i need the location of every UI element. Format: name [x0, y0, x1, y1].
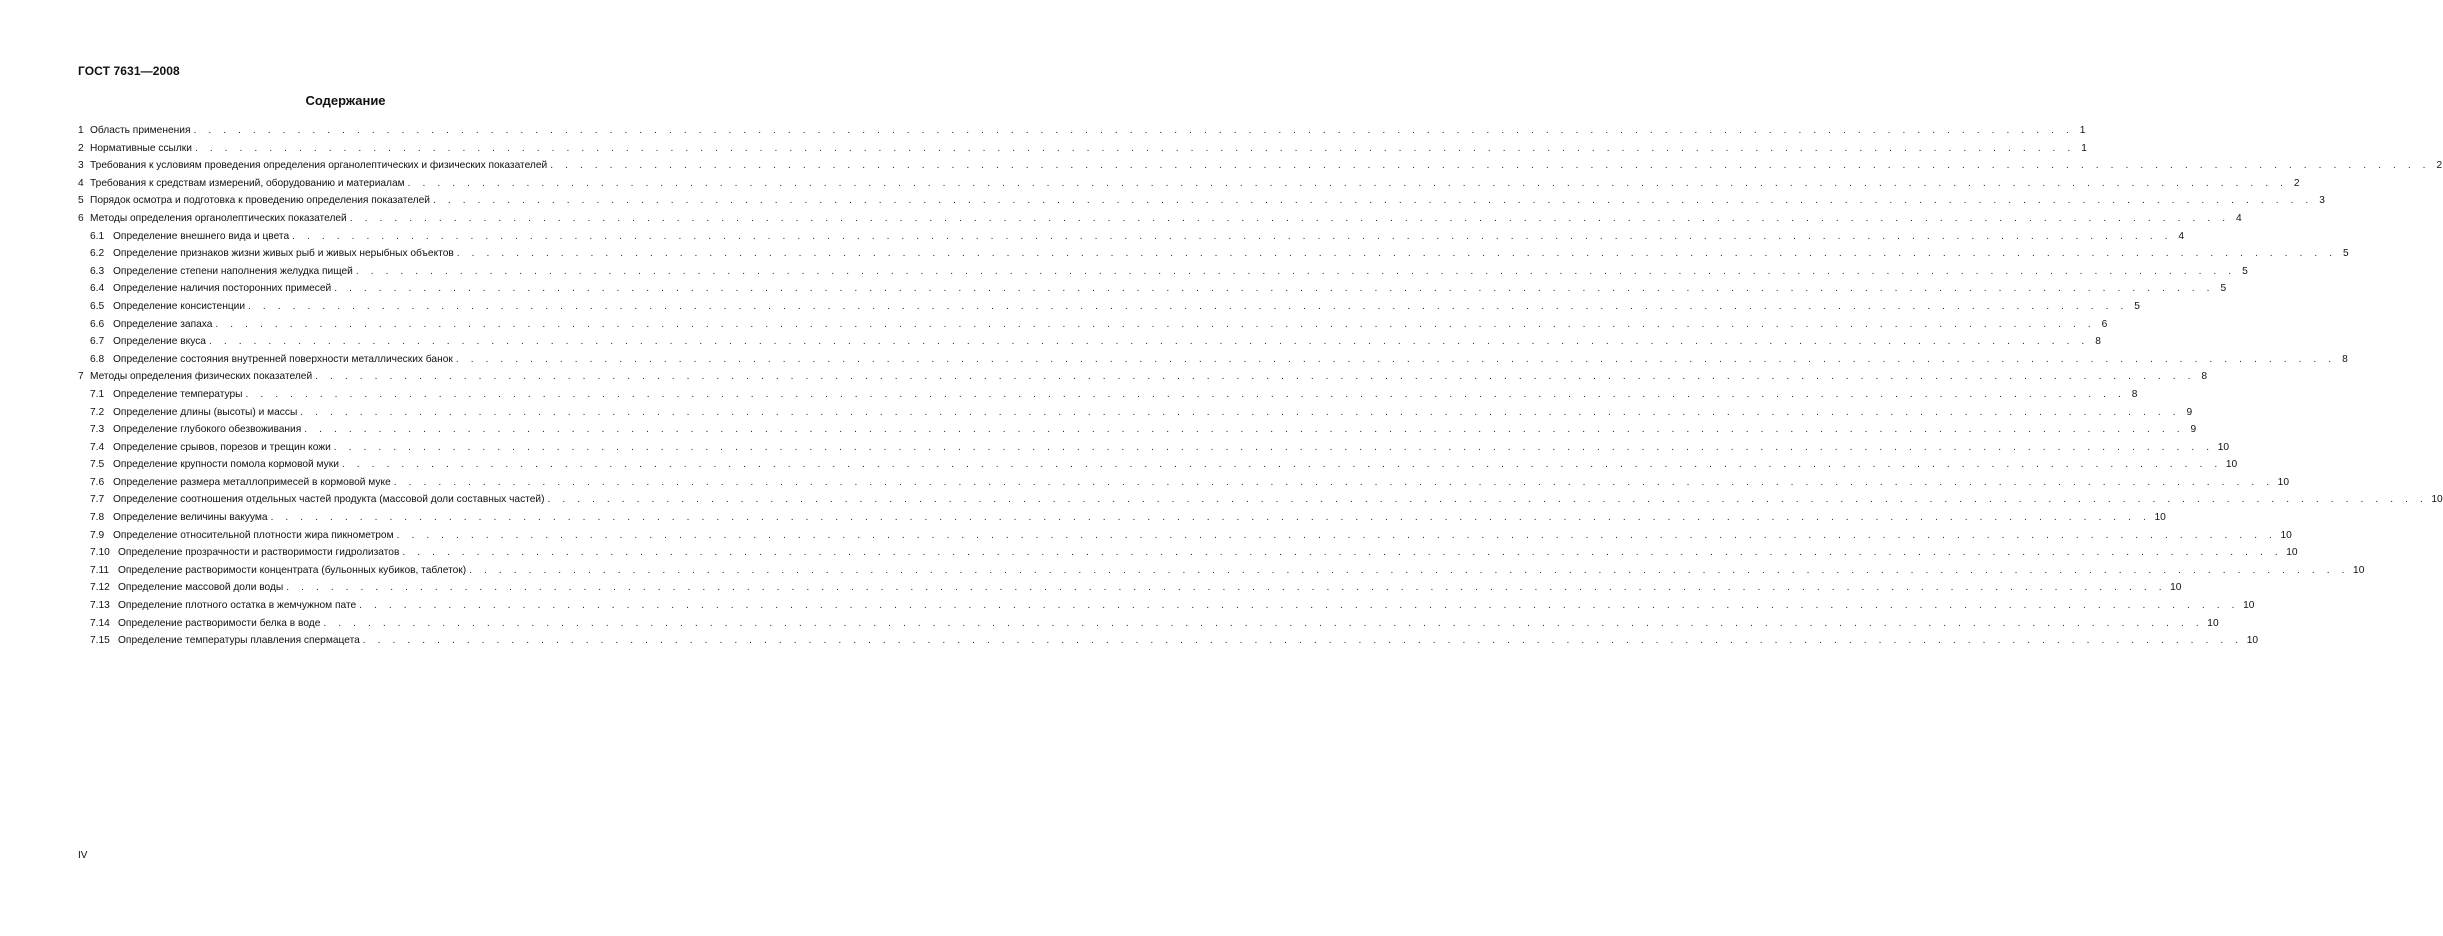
toc-entry-number: 7.1 — [90, 388, 105, 400]
toc-entry-page: 10 — [2243, 600, 2255, 612]
toc-entry[interactable] — [78, 263, 2248, 281]
toc-entry-label: Определение внешнего вида и цвета — [113, 230, 290, 242]
page-number: IV — [78, 850, 88, 861]
toc-entry[interactable] — [78, 597, 2255, 615]
toc-entry-number: 6.5 — [90, 300, 105, 312]
toc-entry-page: 5 — [2343, 248, 2349, 260]
toc-dot-leader — [215, 316, 2095, 334]
toc-entry-page: 10 — [2431, 494, 2443, 506]
toc-entry-number: 6.2 — [90, 248, 105, 260]
toc-entry-page: 8 — [2201, 371, 2208, 383]
toc-title: Содержание — [305, 93, 386, 108]
toc-entry[interactable] — [78, 562, 2365, 580]
toc-entry-page: 10 — [2154, 512, 2166, 524]
toc-dot-leader — [300, 404, 2180, 422]
toc-dot-leader — [408, 175, 2288, 193]
toc-dot-leader — [456, 351, 2336, 369]
toc-entry-label: Определение срывов, порезов и трещин кожи — [113, 441, 331, 453]
toc-entry-label: Определение длины (высоты) и массы — [113, 406, 298, 418]
toc-entry[interactable] — [78, 474, 2290, 492]
toc-entry-label: Определение размера металлопримесей в кормовой муке — [113, 476, 391, 488]
toc-entry-page: 2 — [2436, 160, 2443, 172]
toc-dot-leader — [397, 527, 2277, 545]
toc-entry[interactable] — [78, 245, 2349, 263]
toc-entry[interactable] — [78, 439, 2230, 457]
toc-entry[interactable] — [78, 368, 2208, 386]
toc-entry-number: 7.3 — [90, 424, 105, 436]
document-header: ГОСТ 7631—2008 — [78, 64, 180, 78]
toc-entry-page: 5 — [2134, 300, 2140, 312]
toc-entry-page: 1 — [2081, 142, 2087, 154]
toc-dot-leader — [402, 544, 2282, 562]
table-of-contents — [78, 122, 2443, 650]
toc-entry-number: 6.8 — [90, 353, 105, 365]
toc-entry[interactable] — [78, 140, 2087, 158]
toc-entry-number: 7.12 — [90, 582, 110, 594]
toc-entry-number: 7.9 — [90, 529, 105, 541]
toc-dot-leader — [433, 192, 2313, 210]
toc-entry[interactable] — [78, 527, 2292, 545]
toc-entry[interactable] — [78, 298, 2140, 316]
toc-entry-number: 4 — [78, 177, 84, 189]
toc-entry-number: 6.6 — [90, 318, 105, 330]
toc-entry-page: 5 — [2242, 265, 2248, 277]
toc-entry-number: 7.15 — [90, 635, 110, 647]
toc-entry-label: Требования к средствам измерений, оборудованию и материалам — [90, 177, 405, 189]
toc-dot-leader — [363, 632, 2243, 650]
toc-entry-label: Определение вкуса — [113, 336, 206, 348]
toc-entry-number: 6.4 — [90, 283, 105, 295]
toc-entry-number: 6.3 — [90, 265, 105, 277]
toc-entry-number: 6 — [78, 212, 84, 224]
toc-entry-label: Определение наличия посторонних примесей — [113, 283, 332, 295]
toc-entry-label: Определение температуры — [113, 388, 243, 400]
toc-entry-page: 8 — [2342, 353, 2348, 365]
toc-dot-leader — [315, 368, 2195, 386]
toc-entry[interactable] — [78, 615, 2219, 633]
toc-entry[interactable] — [78, 456, 2238, 474]
toc-entry-number: 7 — [78, 371, 84, 383]
toc-entry-label: Определение растворимости концентрата (бульонных кубиков, таблеток) — [118, 564, 467, 576]
toc-dot-leader — [469, 562, 2349, 580]
toc-dot-leader — [342, 456, 2222, 474]
toc-entry-number: 3 — [78, 160, 84, 172]
toc-entry-number: 7.14 — [90, 617, 110, 629]
toc-entry-label: Методы определения физических показателей — [90, 371, 313, 383]
toc-entry-label: Определение относительной плотности жира пикнометром — [113, 529, 394, 541]
toc-entry-number: 7.13 — [90, 600, 110, 612]
toc-entry-number: 2 — [78, 142, 84, 154]
toc-dot-leader — [334, 280, 2214, 298]
toc-dot-leader — [457, 245, 2337, 263]
toc-entry-label: Область применения — [90, 125, 191, 136]
toc-dot-leader — [246, 386, 2126, 404]
toc-entry-page: 10 — [2280, 529, 2292, 541]
toc-dot-leader — [323, 615, 2203, 633]
toc-dot-leader — [286, 579, 2166, 597]
toc-entry-label: Определение степени наполнения желудка пищей — [113, 265, 353, 277]
toc-entry-label: Определение плотного остатка в жемчужном пате — [118, 600, 357, 612]
toc-dot-leader — [304, 421, 2184, 439]
toc-entry-label: Определение соотношения отдельных частей продукта (массовой доли составных частей) — [113, 494, 545, 506]
toc-entry-page: 10 — [2217, 441, 2230, 453]
toc-entry-page: 4 — [2235, 212, 2242, 224]
toc-entry[interactable] — [78, 544, 2298, 562]
toc-entry-page: 2 — [2293, 177, 2300, 189]
toc-dot-leader — [248, 298, 2128, 316]
toc-entry[interactable] — [78, 175, 2300, 193]
toc-entry-page: 1 — [2079, 125, 2086, 136]
toc-entry[interactable] — [78, 280, 2227, 298]
toc-entry-number: 6.7 — [90, 336, 105, 348]
toc-entry-page: 10 — [2286, 547, 2298, 559]
toc-entry[interactable] — [78, 192, 2325, 210]
toc-entry-number: 7.5 — [90, 459, 105, 471]
toc-entry-label: Определение запаха — [113, 318, 213, 330]
toc-entry-label: Определение состояния внутренней поверхности металлических банок — [113, 353, 453, 365]
toc-entry-page: 9 — [2190, 424, 2197, 436]
toc-dot-leader — [547, 491, 2427, 509]
toc-entry-number: 7.7 — [90, 494, 105, 506]
toc-entry-label: Определение растворимости белка в воде — [118, 617, 321, 629]
toc-entry-number: 7.8 — [90, 512, 105, 524]
toc-entry[interactable] — [78, 404, 2193, 422]
toc-entry-page: 10 — [2246, 635, 2259, 647]
toc-entry-label: Определение температуры плавления спермацета — [118, 635, 360, 647]
toc-dot-leader — [271, 509, 2151, 527]
toc-entry-page: 5 — [2220, 283, 2227, 295]
toc-entry[interactable] — [78, 316, 2108, 334]
toc-entry[interactable] — [78, 210, 2242, 228]
toc-entry[interactable] — [78, 579, 2182, 597]
toc-entry-label: Определение массовой доли воды — [118, 582, 284, 594]
toc-entry-number: 7.10 — [90, 547, 110, 559]
toc-entry-label: Требования к условиям проведения определения органолептических и физических показателей — [90, 160, 548, 172]
toc-entry-number: 7.4 — [90, 441, 105, 453]
toc-entry-page: 8 — [2131, 388, 2138, 400]
toc-entry-label: Определение величины вакуума — [113, 512, 268, 524]
toc-entry-number: 6.1 — [90, 230, 105, 242]
toc-entry-label: Определение крупности помола кормовой муки — [113, 459, 339, 471]
toc-entry[interactable] — [78, 122, 2086, 140]
toc-entry-number: 7.11 — [90, 564, 110, 576]
toc-entry-page: 4 — [2178, 230, 2185, 242]
toc-entry-page: 10 — [2207, 617, 2219, 629]
toc-entry-number: 7.2 — [90, 406, 105, 418]
toc-dot-leader — [394, 474, 2274, 492]
toc-entry[interactable] — [78, 632, 2259, 650]
toc-entry[interactable] — [78, 157, 2443, 175]
toc-entry-number: 7.6 — [90, 476, 105, 488]
toc-entry[interactable] — [78, 351, 2348, 369]
toc-dot-leader — [209, 333, 2089, 351]
toc-entry-page: 8 — [2095, 336, 2101, 348]
toc-entry-number: 1 — [78, 125, 84, 136]
toc-entry-number: 5 — [78, 195, 84, 207]
toc-entry-page: 10 — [2353, 564, 2365, 576]
toc-entry-label: Определение признаков жизни живых рыб и живых нерыбных объектов — [113, 248, 454, 260]
toc-entry-page: 10 — [2170, 582, 2182, 594]
toc-entry-label: Определение прозрачности и растворимости гидролизатов — [118, 547, 400, 559]
toc-entry[interactable] — [78, 333, 2101, 351]
toc-entry-page: 10 — [2225, 459, 2238, 471]
toc-dot-leader — [195, 140, 2075, 158]
toc-entry-page: 10 — [2277, 476, 2290, 488]
toc-dot-leader — [356, 263, 2236, 281]
toc-entry[interactable] — [78, 386, 2138, 404]
toc-entry[interactable] — [78, 228, 2185, 246]
toc-entry[interactable] — [78, 509, 2166, 527]
toc-entry[interactable] — [78, 491, 2443, 509]
toc-entry-label: Нормативные ссылки — [90, 142, 192, 154]
toc-entry-label: Методы определения органолептических показателей — [90, 212, 347, 224]
toc-entry-label: Определение консистенции — [113, 300, 246, 312]
toc-dot-leader — [350, 210, 2230, 228]
toc-entry-page: 3 — [2319, 195, 2325, 207]
toc-entry[interactable] — [78, 421, 2197, 439]
toc-dot-leader — [550, 157, 2430, 175]
toc-dot-leader — [292, 228, 2172, 246]
toc-dot-leader — [334, 439, 2214, 457]
toc-entry-page: 9 — [2186, 406, 2193, 418]
toc-entry-page: 6 — [2101, 318, 2108, 330]
toc-dot-leader — [193, 122, 2073, 140]
toc-entry-label: Определение глубокого обезвоживания — [113, 424, 302, 436]
toc-entry-label: Порядок осмотра и подготовка к проведению определения показателей — [90, 195, 430, 207]
toc-dot-leader — [359, 597, 2239, 615]
